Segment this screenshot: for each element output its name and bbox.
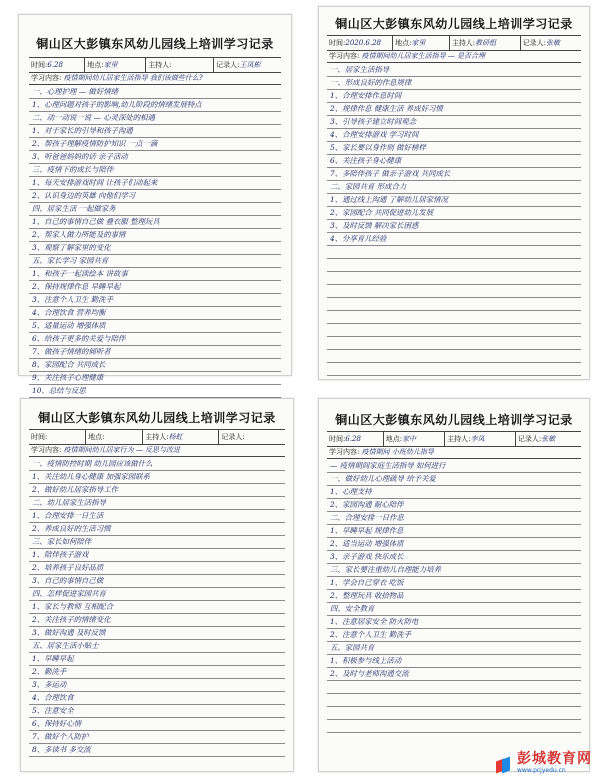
content-value: 疫情期间 小班幼儿指导	[361, 448, 434, 456]
meta-label: 时间:	[31, 433, 48, 441]
meta-value: 张敏	[545, 39, 560, 47]
record-line	[327, 246, 581, 259]
meta-label: 主持人:	[447, 435, 471, 443]
record-line: 10、总结与反思	[29, 385, 281, 398]
meta-recorder	[214, 58, 281, 72]
meta-label: 主持人:	[148, 61, 172, 69]
content-row	[29, 72, 281, 85]
meta-row	[327, 35, 581, 51]
record-line: 2、关注孩子的情绪变化	[29, 614, 285, 627]
record-line	[327, 681, 581, 694]
record-line: 3、听爸爸妈妈的话 亲子活动	[29, 151, 281, 164]
record-line: 一、形成良好的作息规律	[327, 77, 581, 90]
meta-time	[29, 430, 86, 444]
record-line: 一、心理护理 — 做好情绪	[29, 86, 281, 99]
record-line: 2、做好幼儿居家指导工作	[29, 484, 285, 497]
record-line	[327, 272, 581, 285]
meta-label: 地点:	[385, 435, 403, 443]
record-line: 2、及时与老师沟通交流	[327, 668, 581, 681]
record-line: 4、分享育儿经验	[327, 233, 581, 246]
record-sheet-4	[318, 398, 590, 772]
meta-row	[327, 431, 581, 447]
record-line: 2、家园配合 共同促进幼儿发展	[327, 207, 581, 220]
record-line: 8、多读书 多交流	[29, 744, 285, 757]
content-label: 学习内容:	[31, 446, 62, 454]
meta-time	[327, 432, 384, 446]
content-row	[29, 444, 285, 457]
record-line: 五、家园共育	[327, 642, 581, 655]
record-line: 三、家长要注重幼儿自理能力培养	[327, 564, 581, 577]
watermark-name: 彭城教育网	[517, 751, 592, 767]
record-line: 1、自己的事情自己做 叠衣服 整理玩具	[29, 216, 281, 229]
content-value: 疫情期间幼儿居家生活指导 我们该做些什么?	[63, 74, 203, 82]
meta-label: 地点:	[88, 433, 105, 441]
meta-value: 家里	[103, 61, 118, 69]
record-line: 2、整理玩具 收拾物品	[327, 590, 581, 603]
record-line: 2、帮孩子理解疫情防护知识 一点一滴	[29, 138, 281, 151]
record-line: 2、保持规律作息 早睡早起	[29, 281, 281, 294]
record-line: 1、和孩子一起读绘本 讲故事	[29, 268, 281, 281]
record-line: 三、疫情下的成长与陪伴	[29, 164, 281, 177]
record-line: 3、自己的事情自己做	[29, 575, 285, 588]
content-row	[327, 446, 581, 459]
record-line: 1、学会自己穿衣 吃饭	[327, 577, 581, 590]
record-line: 2、家园沟通 耐心陪伴	[327, 499, 581, 512]
meta-host	[146, 58, 214, 72]
meta-time	[29, 58, 85, 72]
meta-label: 时间:	[329, 435, 346, 443]
record-line: 9、关注孩子心理健康	[29, 372, 281, 385]
sheet-title: 铜山区大彭镇东风幼儿园线上培训学习记录	[38, 411, 276, 425]
record-line: 3、引导孩子建立时间观念	[327, 116, 581, 129]
sheet-title: 铜山区大彭镇东风幼儿园线上培训学习记录	[335, 17, 573, 31]
meta-label: 时间:	[31, 61, 48, 69]
meta-value: 6.28	[345, 435, 361, 443]
record-line: 2、认识身边的英雄 向他们学习	[29, 190, 281, 203]
meta-place	[86, 430, 143, 444]
record-sheet-3	[20, 398, 294, 772]
meta-host	[143, 430, 219, 444]
meta-place	[85, 58, 146, 72]
meta-label: 记录人:	[522, 39, 546, 47]
record-line	[327, 311, 581, 324]
meta-value: 家中	[402, 435, 417, 443]
record-line	[327, 350, 581, 363]
record-line: 3、做好沟通 及时反馈	[29, 627, 285, 640]
record-line: 1、每天安排游戏时间 让孩子们动起来	[29, 177, 281, 190]
record-line: 2、适当运动 增强体质	[327, 538, 581, 551]
record-line: 二、动一动说一说 — 心灵深处的相遇	[29, 112, 281, 125]
record-line	[327, 324, 581, 337]
meta-label: 记录人:	[517, 435, 542, 443]
meta-value: 2020.6.28	[345, 39, 381, 47]
record-line: 5、适量运动 增强体质	[29, 320, 281, 333]
record-line: 5、家长要以身作则 做好榜样	[327, 142, 581, 155]
meta-value: 6.28	[47, 61, 63, 69]
record-line: 1、关注幼儿身心健康 加强家园联系	[29, 471, 285, 484]
meta-recorder	[521, 36, 581, 50]
content-label: 学习内容:	[31, 74, 62, 82]
meta-value: 张敏	[541, 435, 556, 443]
record-line: 2、养成良好的生活习惯	[29, 523, 285, 536]
record-line: 4、合理饮食 营养均衡	[29, 307, 281, 320]
record-line: 1、对于家长的引导和孩子沟通	[29, 125, 281, 138]
record-line: 1、早睡早起 规律作息	[327, 525, 581, 538]
meta-value: 教研组	[475, 39, 497, 47]
record-line: 1、合理安排一日生活	[29, 510, 285, 523]
record-line: 1、家长与教师 互相配合	[29, 601, 285, 614]
content-label: 学习内容:	[329, 448, 360, 456]
record-line: 2、培养孩子良好品质	[29, 562, 285, 575]
record-lines	[327, 460, 581, 733]
record-line: 二、幼儿居家生活指导	[29, 497, 285, 510]
record-line: 6、保持好心情	[29, 718, 285, 731]
meta-label: 主持人:	[145, 433, 169, 441]
record-lines	[327, 64, 581, 376]
meta-place	[384, 432, 445, 446]
meta-recorder	[516, 432, 581, 446]
record-line: 2、帮家人做力所能及的事情	[29, 229, 281, 242]
meta-value: 家里	[411, 39, 426, 47]
record-line: 7、多陪伴孩子 做亲子游戏 共同成长	[327, 168, 581, 181]
record-line: 二、合理安排一日作息	[327, 512, 581, 525]
record-line: 四、居家生活 一起做家务	[29, 203, 281, 216]
record-line: 8、家园配合 共同成长	[29, 359, 281, 372]
record-line	[327, 720, 581, 733]
meta-label: 时间:	[329, 39, 346, 47]
meta-value: 李凤	[470, 435, 485, 443]
record-line: 一、做好幼儿心理疏导 给予关爱	[327, 473, 581, 486]
record-line: 5、注意安全	[29, 705, 285, 718]
record-line: 四、安全教育	[327, 603, 581, 616]
record-line: 1、陪伴孩子游戏	[29, 549, 285, 562]
record-line: 二、家园共育 形成合力	[327, 181, 581, 194]
record-line: 五、家长学习 家园共育	[29, 255, 281, 268]
record-line	[327, 337, 581, 350]
meta-label: 主持人:	[451, 39, 476, 47]
record-line: 1、合理安排作息时间	[327, 90, 581, 103]
meta-time	[327, 36, 393, 50]
record-line: 3、注意个人卫生 勤洗手	[29, 294, 281, 307]
record-line: 3、亲子游戏 快乐成长	[327, 551, 581, 564]
record-line	[327, 259, 581, 272]
meta-place	[393, 36, 450, 50]
sheet-title: 铜山区大彭镇东风幼儿园线上培训学习记录	[36, 37, 274, 51]
content-value: 疫情期间幼儿居家生活指导 — 是否合理	[361, 52, 486, 60]
sheet-title: 铜山区大彭镇东风幼儿园线上培训学习记录	[335, 413, 573, 427]
meta-host	[450, 36, 521, 50]
record-line: 7、做好个人防护	[29, 731, 285, 744]
meta-recorder	[219, 430, 285, 444]
content-label: 学习内容:	[329, 52, 360, 60]
record-line	[327, 285, 581, 298]
content-row	[327, 50, 581, 63]
record-lines	[29, 458, 285, 757]
record-line: 7、做孩子情绪的倾听者	[29, 346, 281, 359]
record-line: 2、注意个人卫生 勤洗手	[327, 629, 581, 642]
meta-label: 地点:	[395, 39, 412, 47]
meta-label: 记录人:	[221, 433, 245, 441]
record-line: 2、勤洗手	[29, 666, 285, 679]
meta-label: 记录人:	[216, 61, 240, 69]
record-line	[327, 363, 581, 376]
meta-value: 王凤彬	[239, 61, 261, 69]
record-lines	[29, 86, 281, 398]
record-sheet-1	[18, 14, 292, 395]
record-line: 3、多运动	[29, 679, 285, 692]
record-line: 4、合理安排游戏 学习时间	[327, 129, 581, 142]
record-line: 4、合理饮食	[29, 692, 285, 705]
record-line: 6、关注孩子身心健康	[327, 155, 581, 168]
record-line: 1、早睡早起	[29, 653, 285, 666]
record-line	[327, 694, 581, 707]
record-line: 一、居家生活指导	[327, 64, 581, 77]
meta-value: 杨虹	[168, 433, 183, 441]
record-line: 6、给孩子更多的关爱与陪伴	[29, 333, 281, 346]
record-line: 1、积极参与线上活动	[327, 655, 581, 668]
record-line	[327, 298, 581, 311]
record-line: 三、家长如何陪伴	[29, 536, 285, 549]
meta-label: 地点:	[87, 61, 104, 69]
record-line: 四、怎样促进家园共育	[29, 588, 285, 601]
meta-host	[445, 432, 516, 446]
meta-row	[29, 429, 285, 445]
record-line: 1、心理问题对孩子的影响,幼儿阶段的情绪发展特点	[29, 99, 281, 112]
record-line: 一、疫情防控时期 幼儿园应该做什么	[29, 458, 285, 471]
watermark-logo-icon	[496, 756, 514, 774]
record-line: 1、注意居家安全 防火防电	[327, 616, 581, 629]
meta-row	[29, 57, 281, 73]
record-line: 五、居家生活小贴士	[29, 640, 285, 653]
record-line: 1、通过线上沟通 了解幼儿居家情况	[327, 194, 581, 207]
record-sheet-2	[318, 6, 590, 380]
content-value: 疫情期间幼儿居家行为 — 反思与改进	[63, 446, 181, 454]
record-line: 1、心理支持	[327, 486, 581, 499]
record-line	[327, 707, 581, 720]
record-line: 2、规律作息 健康生活 养成好习惯	[327, 103, 581, 116]
site-watermark	[496, 752, 592, 774]
record-line: 3、及时反馈 解决家长困惑	[327, 220, 581, 233]
record-line: 3、观察了解家里的变化	[29, 242, 281, 255]
record-line: — 疫情期间家庭生活指导 如何进行	[327, 460, 581, 473]
watermark-url: www.pcjyedu.cn	[517, 767, 566, 774]
